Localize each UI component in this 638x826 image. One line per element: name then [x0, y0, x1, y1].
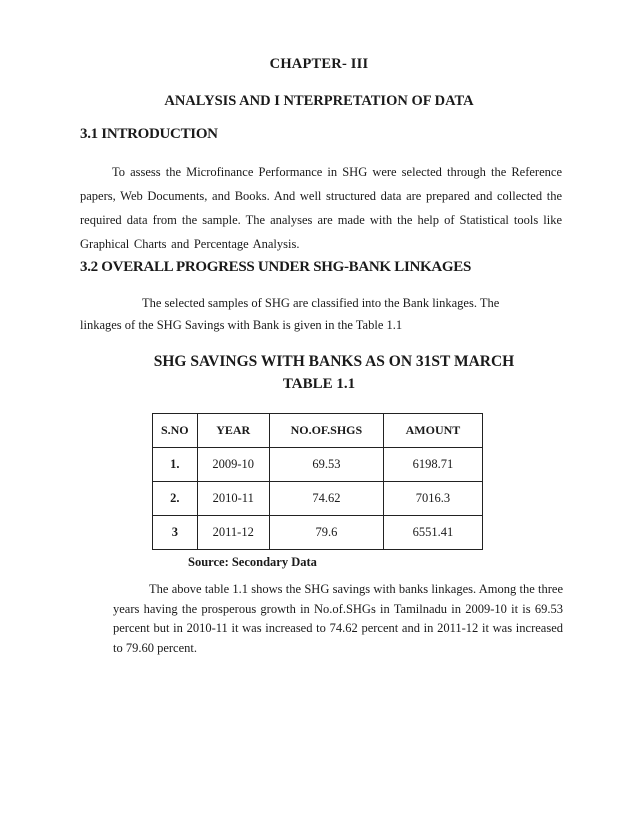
- cell-amount: 6198.71: [383, 448, 482, 482]
- analysis-paragraph: [113, 580, 563, 658]
- table-row: [153, 448, 483, 482]
- introduction-paragraph: [80, 160, 562, 256]
- chapter-title: ANALYSIS AND I NTERPRETATION OF DATA: [164, 93, 474, 109]
- chapter-label: CHAPTER- III: [269, 56, 369, 72]
- cell-sno: 3: [153, 516, 198, 550]
- introduction-text: To assess the Microfinance Performance in SHG were selected through the Reference papers, Web Documents, and Books. And well structured data are prepared and collected the required data from the sample. The analyses are made with the help of Statistical tools like Graphical Charts and Percentage Analysis.: [80, 165, 562, 251]
- overall-progress-text: The selected samples of SHG are classified into the Bank linkages. The linkages of the SHG Savings with Bank is given in the Table 1.1: [80, 296, 500, 332]
- cell-year: 2010-11: [197, 482, 269, 516]
- section-heading-introduction: 3.1 INTRODUCTION: [80, 126, 218, 142]
- cell-sno: 1.: [153, 448, 198, 482]
- table-row: [153, 482, 483, 516]
- table-header-row: [153, 414, 483, 448]
- cell-amount: 7016.3: [383, 482, 482, 516]
- shg-savings-table: [152, 413, 483, 550]
- column-header-amount: AMOUNT: [383, 414, 482, 448]
- overall-progress-paragraph: [80, 292, 520, 336]
- analysis-text: The above table 1.1 shows the SHG savings with banks linkages. Among the three years having the prosperous growth in No.of.SHGs in Tamilnadu in 2009-10 it is 69.53 percent but in 2010-11 it was increased to 74.62 percent and in 2011-12 it was increased to 79.60 percent.: [113, 582, 563, 655]
- cell-year: 2009-10: [197, 448, 269, 482]
- table-number: TABLE 1.1: [282, 376, 356, 392]
- column-header-no-of-shgs: NO.OF.SHGS: [269, 414, 383, 448]
- column-header-sno: S.NO: [153, 414, 198, 448]
- cell-no-of-shgs: 79.6: [269, 516, 383, 550]
- table-row: [153, 516, 483, 550]
- cell-no-of-shgs: 74.62: [269, 482, 383, 516]
- cell-no-of-shgs: 69.53: [269, 448, 383, 482]
- table-source-note: Source: Secondary Data: [188, 555, 317, 569]
- column-header-year: YEAR: [197, 414, 269, 448]
- table-heading: SHG SAVINGS WITH BANKS AS ON 31ST MARCH: [153, 353, 515, 370]
- cell-year: 2011-12: [197, 516, 269, 550]
- cell-amount: 6551.41: [383, 516, 482, 550]
- cell-sno: 2.: [153, 482, 198, 516]
- section-heading-overall-progress: 3.2 OVERALL PROGRESS UNDER SHG-BANK LINKAGES: [80, 259, 472, 275]
